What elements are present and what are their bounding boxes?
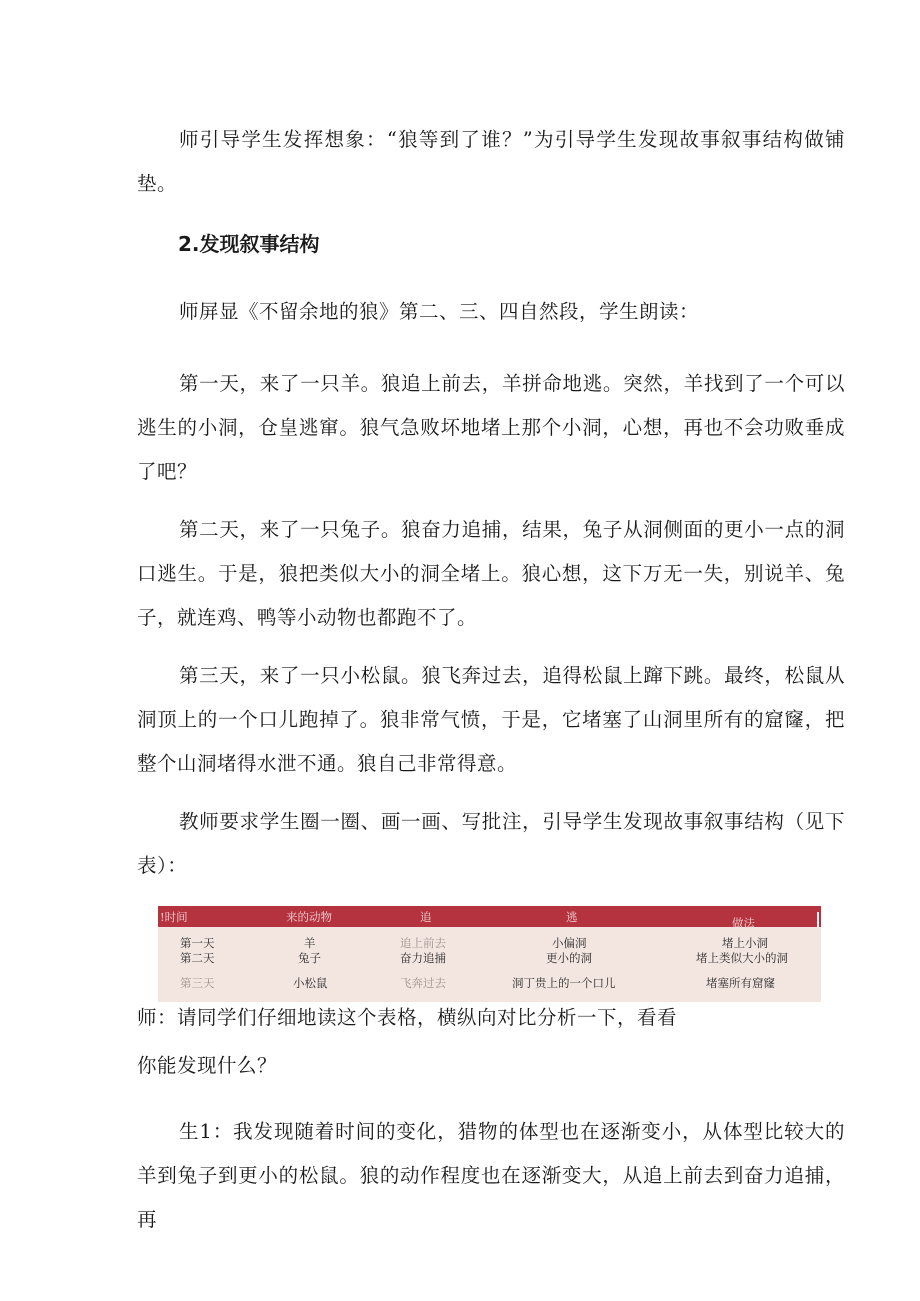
paragraph-teacher-question-line2: 你能发现什么？ [137, 1054, 278, 1077]
header-escape: 逃 [566, 910, 578, 924]
paragraph-imagination: 师引导学生发挥想象：“狼等到了谁？”为引导学生发现故事叙事结构做铺垫。 [137, 128, 845, 195]
table-cell: 追上前去 [400, 936, 446, 950]
paragraph-teacher-request: 教师要求学生圈一圈、画一画、写批注，引导学生发现故事叙事结构（见下表）： [137, 810, 845, 877]
table-cell: 堵上类似大小的洞 [696, 951, 788, 965]
table-cell: 更小的洞 [546, 951, 592, 965]
paragraph-student-answer: 生1：我发现随着时间的变化，猎物的体型也在逐渐变小，从体型比较大的羊到兔子到更小的松鼠。狼的动作程度也在逐渐变大，从追上前去到奋力追捕，再 [137, 1120, 845, 1231]
table-cell: 小松鼠 [293, 976, 328, 990]
table-cell: 第一天 [180, 936, 215, 950]
header-animal: 来的动物 [286, 910, 332, 924]
section-heading: 2.发现叙事结构 [178, 232, 320, 256]
table-cell: 堵塞所有窟窿 [706, 976, 775, 990]
paragraph-day-two: 第二天，来了一只兔子。狼奋力追捕，结果，兔子从洞侧面的更小一点的洞口逃生。于是，狼把类似大小的洞全堵上。狼心想，这下万无一失，别说羊、兔子，就连鸡、鸭等小动物也都跑不了。 [137, 518, 845, 629]
table-cell: 飞奔过去 [400, 976, 446, 990]
table-cell: 第三天 [180, 976, 215, 990]
table-cell: 第二天 [180, 951, 215, 965]
paragraph-day-three: 第三天，来了一只小松鼠。狼飞奔过去，追得松鼠上蹿下跳。最终，松鼠从洞顶上的一个口儿跑掉了。狼非常气愤，于是，它堵塞了山洞里所有的窟窿，把整个山洞堵得水泄不通。狼自己非常得意。 [137, 664, 845, 775]
table-cell: 堵上小洞 [722, 936, 768, 950]
narrative-structure-table [158, 906, 821, 1002]
table-cell: 奋力追捕 [400, 951, 446, 965]
paragraph-teacher-question-line1: 师：请同学们仔细地读这个表格，横纵向对比分析一下，看看 [137, 1006, 678, 1029]
paragraph-day-one: 第一天，来了一只羊。狼追上前去，羊拼命地逃。突然，羊找到了一个可以逃生的小洞，仓皇逃窜。狼气急败坏地堵上那个小洞，心想，再也不会功败垂成了吧？ [137, 372, 845, 483]
table-edge-marker [817, 912, 819, 927]
paragraph-screen-display: 师屏显《不留余地的狼》第二、三、四自然段，学生朗读： [179, 300, 700, 323]
header-action: 做法 [732, 916, 755, 930]
table-header-row [158, 906, 821, 930]
table-cell: 羊 [304, 936, 316, 950]
table-cell: 小偏洞 [552, 936, 587, 950]
header-chase: 追 [420, 910, 432, 924]
table-cell: 洞丁贵上的一个口儿 [512, 976, 616, 990]
table-cell: 兔子 [298, 951, 321, 965]
header-time: !时间 [160, 910, 188, 924]
